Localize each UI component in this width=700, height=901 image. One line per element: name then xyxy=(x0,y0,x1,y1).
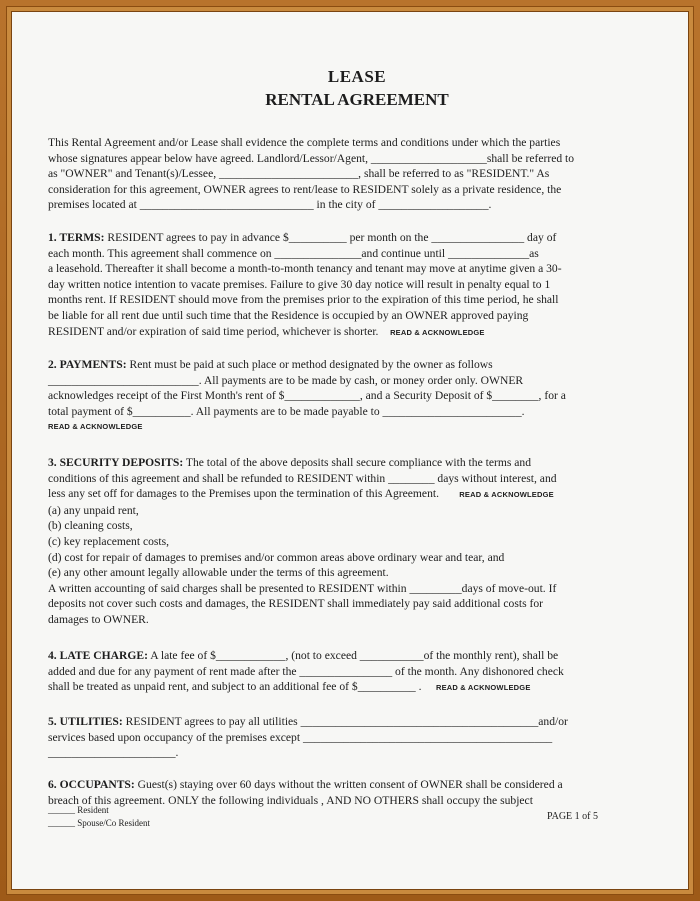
payments-line: total payment of $__________. All payments are to be made payable to ________________________. xyxy=(48,404,525,418)
utilities-heading: 5. UTILITIES: xyxy=(48,715,123,728)
spouse-initials: ______ Spouse/Co Resident xyxy=(48,818,151,828)
security-section xyxy=(48,455,666,628)
intro-line: as "OWNER" and Tenant(s)/Lessee, ________________________, shall be referred to as "RESIDENT." As xyxy=(48,167,550,181)
payments-section xyxy=(48,357,666,435)
terms-line: RESIDENT agrees to pay in advance $__________ per month on the ________________ day of xyxy=(104,231,557,244)
late-charge-line: A late fee of $____________, (not to exceed ___________of the monthly rent), shall be xyxy=(147,649,559,662)
deduction-item: (a) any unpaid rent, xyxy=(48,503,139,517)
payments-line: acknowledges receipt of the First Month's rent of $_____________, and a Security Deposit of $________, for a xyxy=(48,389,566,403)
terms-section xyxy=(48,230,666,340)
terms-line: each month. This agreement shall commence on _______________and continue until ______________as xyxy=(48,246,539,260)
terms-line: be liable for all rent due until such time that the Residence is occupied by an OWNER approved paying xyxy=(48,308,529,322)
late-charge-section xyxy=(48,648,666,696)
terms-heading: 1. TERMS: xyxy=(48,231,105,244)
security-line: conditions of this agreement and shall be refunded to RESIDENT within ________ days without interest, and xyxy=(48,471,557,485)
security-closing-line: damages to OWNER. xyxy=(48,612,149,626)
page-number: PAGE 1 of 5 xyxy=(546,811,598,822)
terms-line: months rent. If RESIDENT should move from the premises prior to the expiration of this time period, he shall xyxy=(48,293,559,307)
document-page xyxy=(12,12,688,889)
intro-line: consideration for this agreement, OWNER agrees to rent/lease to RESIDENT solely as a private residence, the xyxy=(48,182,562,196)
utilities-section xyxy=(48,714,666,761)
intro-line: premises located at ______________________________ in the city of ___________________. xyxy=(48,198,492,212)
deduction-item: (b) cleaning costs, xyxy=(48,519,133,533)
payments-heading: 2. PAYMENTS: xyxy=(48,358,127,371)
deduction-item: (c) key replacement costs, xyxy=(48,534,170,548)
deduction-item: (e) any other amount legally allowable under the terms of this agreement. xyxy=(48,566,389,580)
security-line: The total of the above deposits shall secure compliance with the terms and xyxy=(183,456,532,469)
terms-line: a leasehold. Thereafter it shall become a month-to-month tenancy and tenant may move at anytime given a 30- xyxy=(48,262,562,276)
read-acknowledge-label: READ & ACKNOWLEDGE xyxy=(48,422,143,432)
utilities-line: RESIDENT agrees to pay all utilities _________________________________________and/or xyxy=(122,715,568,728)
security-line: less any set off for damages to the Premises upon the termination of this Agreement. xyxy=(48,487,439,501)
late-charge-line: added and due for any payment of rent made after the ________________ of the month. Any dishonored check xyxy=(48,664,564,678)
late-charge-heading: 4. LATE CHARGE: xyxy=(48,649,148,662)
resident-initials: ______ Resident xyxy=(48,805,109,815)
utilities-line: services based upon occupancy of the premises except ___________________________________________ xyxy=(48,730,553,744)
payments-line: __________________________. All payments are to be made by cash, or money order only. OWNER xyxy=(48,373,524,387)
read-acknowledge-label: READ & ACKNOWLEDGE xyxy=(435,683,531,693)
intro-line: whose signatures appear below have agreed. Landlord/Lessor/Agent, ____________________shall be referred to xyxy=(48,151,575,165)
occupants-heading: 6. OCCUPANTS: xyxy=(48,778,135,791)
deduction-item: (d) cost for repair of damages to premises and/or common areas above ordinary wear and tear, and xyxy=(48,550,505,564)
title-line-1: LEASE xyxy=(327,67,387,86)
intro-line: This Rental Agreement and/or Lease shall evidence the complete terms and conditions under which the parties xyxy=(48,136,561,149)
occupants-line: breach of this agreement. ONLY the following individuals , AND NO OTHERS shall occupy the subject xyxy=(48,793,533,807)
utilities-line: ______________________. xyxy=(48,746,179,760)
security-closing-line: deposits not cover such costs and damages, the RESIDENT shall immediately pay said additional costs for xyxy=(48,597,543,611)
occupants-line: Guest(s) staying over 60 days without the written consent of OWNER shall be considered a xyxy=(134,778,563,791)
payments-line: Rent must be paid at such place or method designated by the owner as follows xyxy=(126,358,493,371)
security-heading: 3. SECURITY DEPOSITS: xyxy=(48,456,184,469)
terms-line: day written notice intention to vacate premises. Failure to give 30 day notice will result in penalty equal to 1 xyxy=(48,277,551,291)
terms-line: RESIDENT and/or expiration of said time period, whichever is shorter. xyxy=(48,324,379,338)
title-line-2: RENTAL AGREEMENT xyxy=(265,90,449,109)
security-closing-line: A written accounting of said charges shall be presented to RESIDENT within _________days of move-out. If xyxy=(48,581,557,595)
intro-paragraph xyxy=(48,135,666,213)
read-acknowledge-label: READ & ACKNOWLEDGE xyxy=(459,490,554,500)
read-acknowledge-label: READ & ACKNOWLEDGE xyxy=(390,327,485,337)
late-charge-line: shall be treated as unpaid rent, and subject to an additional fee of $__________ . xyxy=(48,680,422,694)
